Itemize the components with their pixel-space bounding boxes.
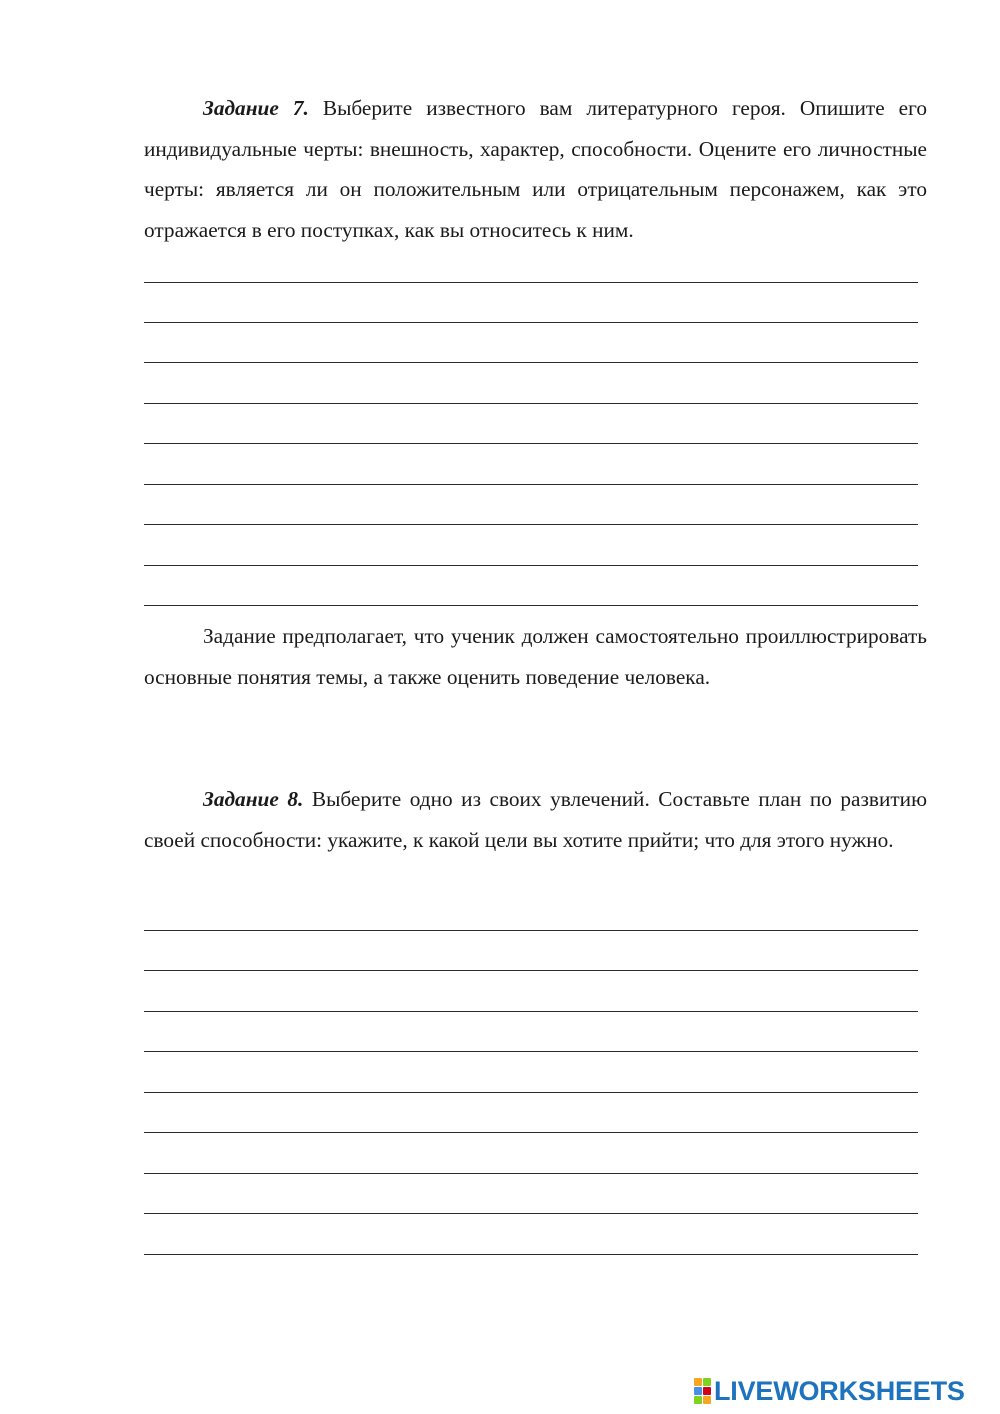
answer-line[interactable]: [144, 484, 918, 485]
liveworksheets-logo-text: LIVEWORKSHEETS: [714, 1376, 965, 1406]
answer-line[interactable]: [144, 970, 918, 971]
answer-line[interactable]: [144, 1051, 918, 1052]
answer-line[interactable]: [144, 322, 918, 323]
task8-paragraph: [144, 779, 927, 860]
liveworksheets-logo-icon: [694, 1378, 712, 1404]
liveworksheets-logo: [694, 1376, 965, 1406]
task8-label: Задание 8.: [203, 787, 304, 811]
answer-line[interactable]: [144, 565, 918, 566]
task7-paragraph: [144, 88, 927, 250]
task7-label: Задание 7.: [203, 96, 309, 120]
logo-block-icon: [703, 1396, 711, 1404]
answer-line[interactable]: [144, 1092, 918, 1093]
logo-block-icon: [703, 1387, 711, 1395]
answer-line[interactable]: [144, 1254, 918, 1255]
answer-line[interactable]: [144, 403, 918, 404]
answer-line[interactable]: [144, 930, 918, 931]
answer-line[interactable]: [144, 1011, 918, 1012]
task7-text: Выберите известного вам литературного героя. Опишите его индивидуальные черты: внешность, характер, способности. Оцените его личностные черты: является ли он положительным или отрицательным персонажем, как это отражается в его поступках, как вы относитесь к ним.: [144, 96, 927, 242]
answer-line[interactable]: [144, 524, 918, 525]
answer-line[interactable]: [144, 282, 918, 283]
note-paragraph: [144, 616, 927, 697]
logo-block-icon: [694, 1396, 702, 1404]
logo-block-icon: [694, 1378, 702, 1386]
logo-block-icon: [703, 1378, 711, 1386]
answer-line[interactable]: [144, 362, 918, 363]
answer-line[interactable]: [144, 1213, 918, 1214]
note-text: Задание предполагает, что ученик должен самостоятельно проиллюстрировать основные понятия темы, а также оценить поведение человека.: [144, 624, 927, 689]
answer-line[interactable]: [144, 1173, 918, 1174]
answer-line[interactable]: [144, 605, 918, 606]
answer-line[interactable]: [144, 1132, 918, 1133]
logo-block-icon: [694, 1387, 702, 1395]
answer-line[interactable]: [144, 443, 918, 444]
task8-text: Выберите одно из своих увлечений. Составьте план по развитию своей способности: укажите, к какой цели вы хотите прийти; что для этого нужно.: [144, 787, 927, 852]
